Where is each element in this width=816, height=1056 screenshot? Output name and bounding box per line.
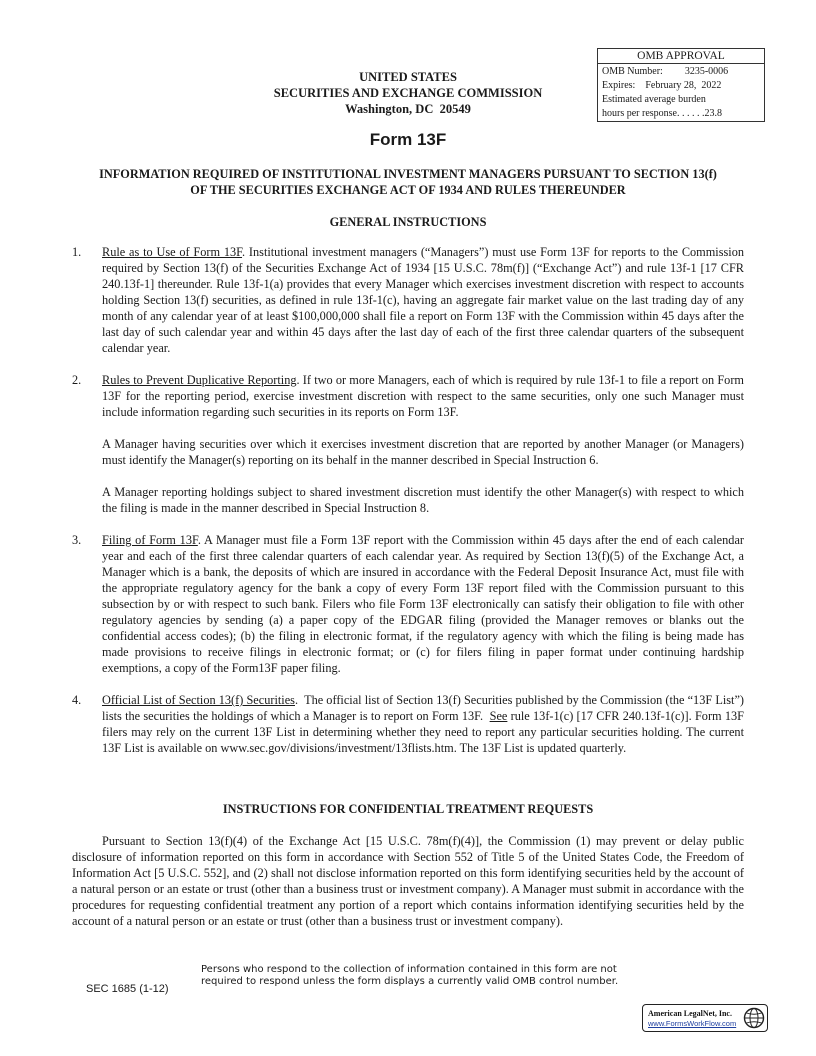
see-reference: See	[489, 709, 508, 723]
item-title: Rules to Prevent Duplicative Reporting	[102, 373, 297, 387]
omb-burden-line1: Estimated average burden	[602, 94, 706, 105]
omb-expires: Expires: February 28, 2022	[602, 80, 722, 91]
main-heading	[72, 166, 744, 198]
confidential-paragraph: Pursuant to Section 13(f)(4) of the Exchange Act [15 U.S.C. 78m(f)(4)], the Commission (1) may prevent or delay public disclosure of information reported on this form in accordance with Section 552 of Title 5 of the United States Code, the Freedom of Information Act [5 U.S.C. 552], and (2) shall not disclose information reported on this form identifying securities held by the account of a natural person or an estate or trust (other than a business trust or investment company). A Manager must submit in accordance with the procedures for requesting confidential treatment any portion of a report which contains information identifying securities held by the account of a natural person or an estate or trust (other than a business trust or investment company).	[72, 834, 744, 928]
sec-form-code: SEC 1685 (1-12)	[86, 983, 169, 995]
logo-url[interactable]: www.FormsWorkFlow.com	[648, 1019, 737, 1028]
confidential-heading: INSTRUCTIONS FOR CONFIDENTIAL TREATMENT REQUESTS	[222, 802, 594, 816]
omb-title: OMB APPROVAL	[598, 49, 764, 64]
globe-icon	[743, 1007, 765, 1029]
item-number: 2.	[72, 373, 82, 387]
item-title: Official List of Section 13(f) Securities	[102, 693, 295, 707]
omb-number-label: OMB Number:	[602, 66, 663, 77]
main-heading-line-2: OF THE SECURITIES EXCHANGE ACT OF 1934 AND RULES THEREUNDER	[190, 183, 626, 197]
omb-burden-line2: hours per response. . . . . .23.8	[602, 108, 722, 119]
item-title: Rule as to Use of Form 13F	[102, 245, 243, 259]
agency-header	[230, 69, 586, 117]
item-body: . Institutional investment managers (“Managers”) must use Form 13F for reports to the Commission required by Section 13(f) of the Securities Exchange Act of 1934 [15 U.S.C. 78m(f)] (“Exchange Act”) and rule 13f-1 [17 CFR 240.13f-1] thereunder. Rule 13f-1(a) provides that every Manager which exercises investment discretion with respect to accounts holding Section 13(f) securities, as defined in rule 13f-1(c), having an aggregate fair market value on the last trading day of any month of any calendar year of at least $100,000,000 shall file a report on Form 13F with the Commission within 45 days after the last day of such calendar year and within 45 days after the last day of each of the first three calendar quarters of the subsequent calendar year.	[102, 245, 744, 355]
header-line-3: Washington, DC 20549	[345, 102, 471, 116]
omb-approval-box	[597, 48, 765, 122]
logo-name: American LegalNet, Inc.	[648, 1009, 732, 1018]
item-number: 4.	[72, 693, 82, 707]
item-number: 1.	[72, 245, 82, 259]
header-line-2: SECURITIES AND EXCHANGE COMMISSION	[273, 86, 543, 100]
omb-notice: Persons who respond to the collection of information contained in this form are not required to respond unless the form displays a currently valid OMB control number.	[201, 964, 619, 987]
item-body-a: . The official list of Section 13(f) Securities published by the Commission (the “13F List”) lists the securities the holdings of which a Manager is to report on Form 13F.	[102, 693, 748, 723]
item-2-paragraph-3: A Manager reporting holdings subject to shared investment discretion must identify the other Manager(s) with respect to which the filing is made in the manner described in Special Instruction 8.	[102, 485, 744, 515]
item-body: . A Manager must file a Form 13F report with the Commission within 45 days after the end of each calendar year and each of the first three calendar quarters of each calendar year. As required by Section 13(f)(5) of the Exchange Act, a Manager which is a bank, the deposits of which are insured in accordance with the Federal Deposit Insurance Act, must file with the appropriate regulatory agency for the bank a copy of every Form 13F report filed with the Commission pursuant to this subsection by or with respect to such bank. Filers who file Form 13F electronically can satisfy their obligation to file with other regulatory agencies by sending (a) a paper copy of the EDGAR filing (provided the Manager removes or blanks out the confidential access codes); (b) the filing in electronic format, if the regulatory agency with which the filing is being made has made provisions to receive filings in electronic format; or (c) for filers filing in paper format under continuing hardship exemptions, a copy of the Form13F paper filing.	[102, 533, 744, 675]
instruction-item-2	[72, 372, 744, 420]
omb-number-row	[602, 65, 760, 79]
item-body: . If two or more Managers, each of which is required by rule 13f-1 to file a report on Form 13F for the reporting period, exercise investment discretion with respect to the same securities, only one such Manager must include information regarding such securities in its reports on Form 13F.	[102, 373, 744, 419]
instruction-item-1	[72, 244, 744, 356]
item-2-paragraph-2: A Manager having securities over which it exercises investment discretion that are reported by another Manager (or Managers) must identify the Manager(s) reporting on its behalf in the manner described in Special Instruction 6.	[102, 437, 744, 467]
item-title: Filing of Form 13F	[102, 533, 198, 547]
item-number: 3.	[72, 533, 82, 547]
item-body-b: rule 13f-1(c) [17 CFR 240.13f-1(c)]. Form 13F filers may rely on the current 13F List in determining whether they need to report any particular securities holding. The current 13F List is available on www.sec.gov/divisions/investment/13flists.htm. The 13F List is updated quarterly.	[102, 709, 744, 755]
main-heading-line-1: INFORMATION REQUIRED OF INSTITUTIONAL INVESTMENT MANAGERS PURSUANT TO SECTION 13(f)	[99, 167, 717, 181]
instruction-item-3	[72, 532, 744, 676]
form-title: Form 13F	[369, 130, 447, 149]
instruction-item-4	[72, 692, 748, 756]
legalnet-logo[interactable]	[642, 1004, 768, 1032]
omb-number-value: 3235-0006	[684, 66, 729, 77]
general-instructions-heading: GENERAL INSTRUCTIONS	[329, 215, 487, 229]
header-line-1: UNITED STATES	[359, 70, 457, 84]
